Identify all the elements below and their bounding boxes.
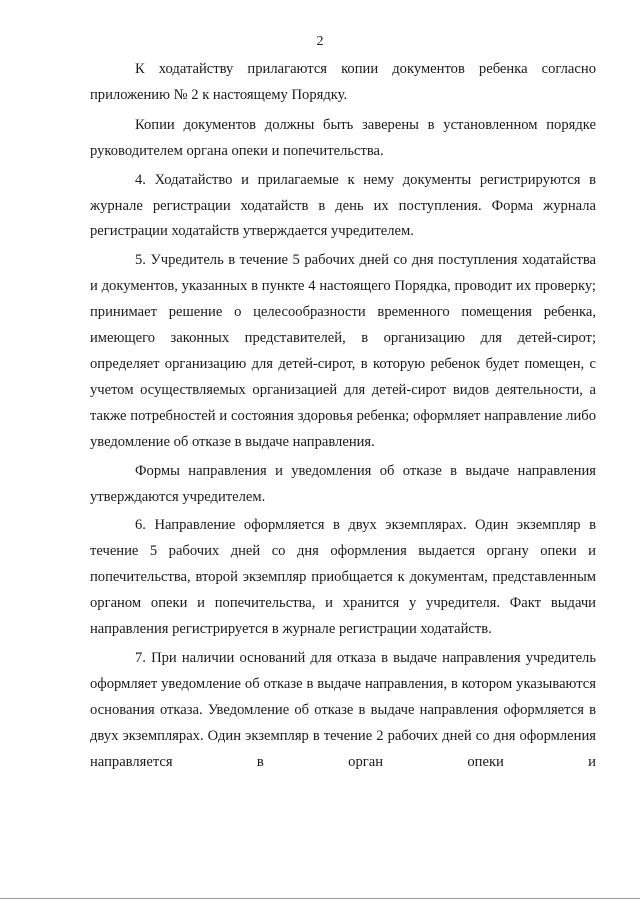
paragraph-item-6: 6. Направление оформляется в двух экземплярах. Один экземпляр в течение 5 рабочих дней со дня оформления выдается органу опеки и попечительства, второй экземпляр приобщается к документам, представленным органом опеки и попечительства, и хранится у учредителя. Факт выдачи направления регистрируется в журнале регистрации ходатайств. bbox=[90, 517, 596, 638]
page-number: 2 bbox=[316, 34, 324, 49]
footer-divider bbox=[0, 898, 640, 899]
paragraph-item-7: 7. При наличии оснований для отказа в выдаче направления учредитель оформляет уведомление об отказе в выдаче направления, в котором указываются основания отказа. Уведомление об отказе в выдаче направления оформляется в двух экземплярах. Один экземпляр в течение 2 рабочих дней со дня оформления направляется в орган опеки и bbox=[90, 649, 596, 770]
paragraph-forms-approval: Формы направления и уведомления об отказе в выдаче направления утверждаются учредителем. bbox=[90, 462, 596, 505]
paragraph-certified-copies: Копии документов должны быть заверены в установленном порядке руководителем органа опеки и попечительства. bbox=[90, 116, 596, 159]
document-body bbox=[90, 57, 596, 775]
paragraph-attachments: К ходатайству прилагаются копии документов ребенка согласно приложению № 2 к настоящему Порядку. bbox=[90, 61, 596, 103]
paragraph-item-5: 5. Учредитель в течение 5 рабочих дней со дня поступления ходатайства и документов, указанных в пункте 4 настоящего Порядка, проводит их проверку; принимает решение о целесообразности временного помещения ребенка, имеющего законных представителей, в организацию для детей-сирот; определяет организацию для детей-сирот, в которую ребенок будет помещен, с учетом осуществляемых организацией для детей-сирот видов деятельности, а также потребностей и состояния здоровья ребенка; оформляет направление либо уведомление об отказе в выдаче направления. bbox=[90, 252, 596, 450]
paragraph-item-4: 4. Ходатайство и прилагаемые к нему документы регистрируются в журнале регистрации ходатайств в день их поступления. Форма журнала регистрации ходатайств утверждается учредителем. bbox=[90, 171, 596, 240]
